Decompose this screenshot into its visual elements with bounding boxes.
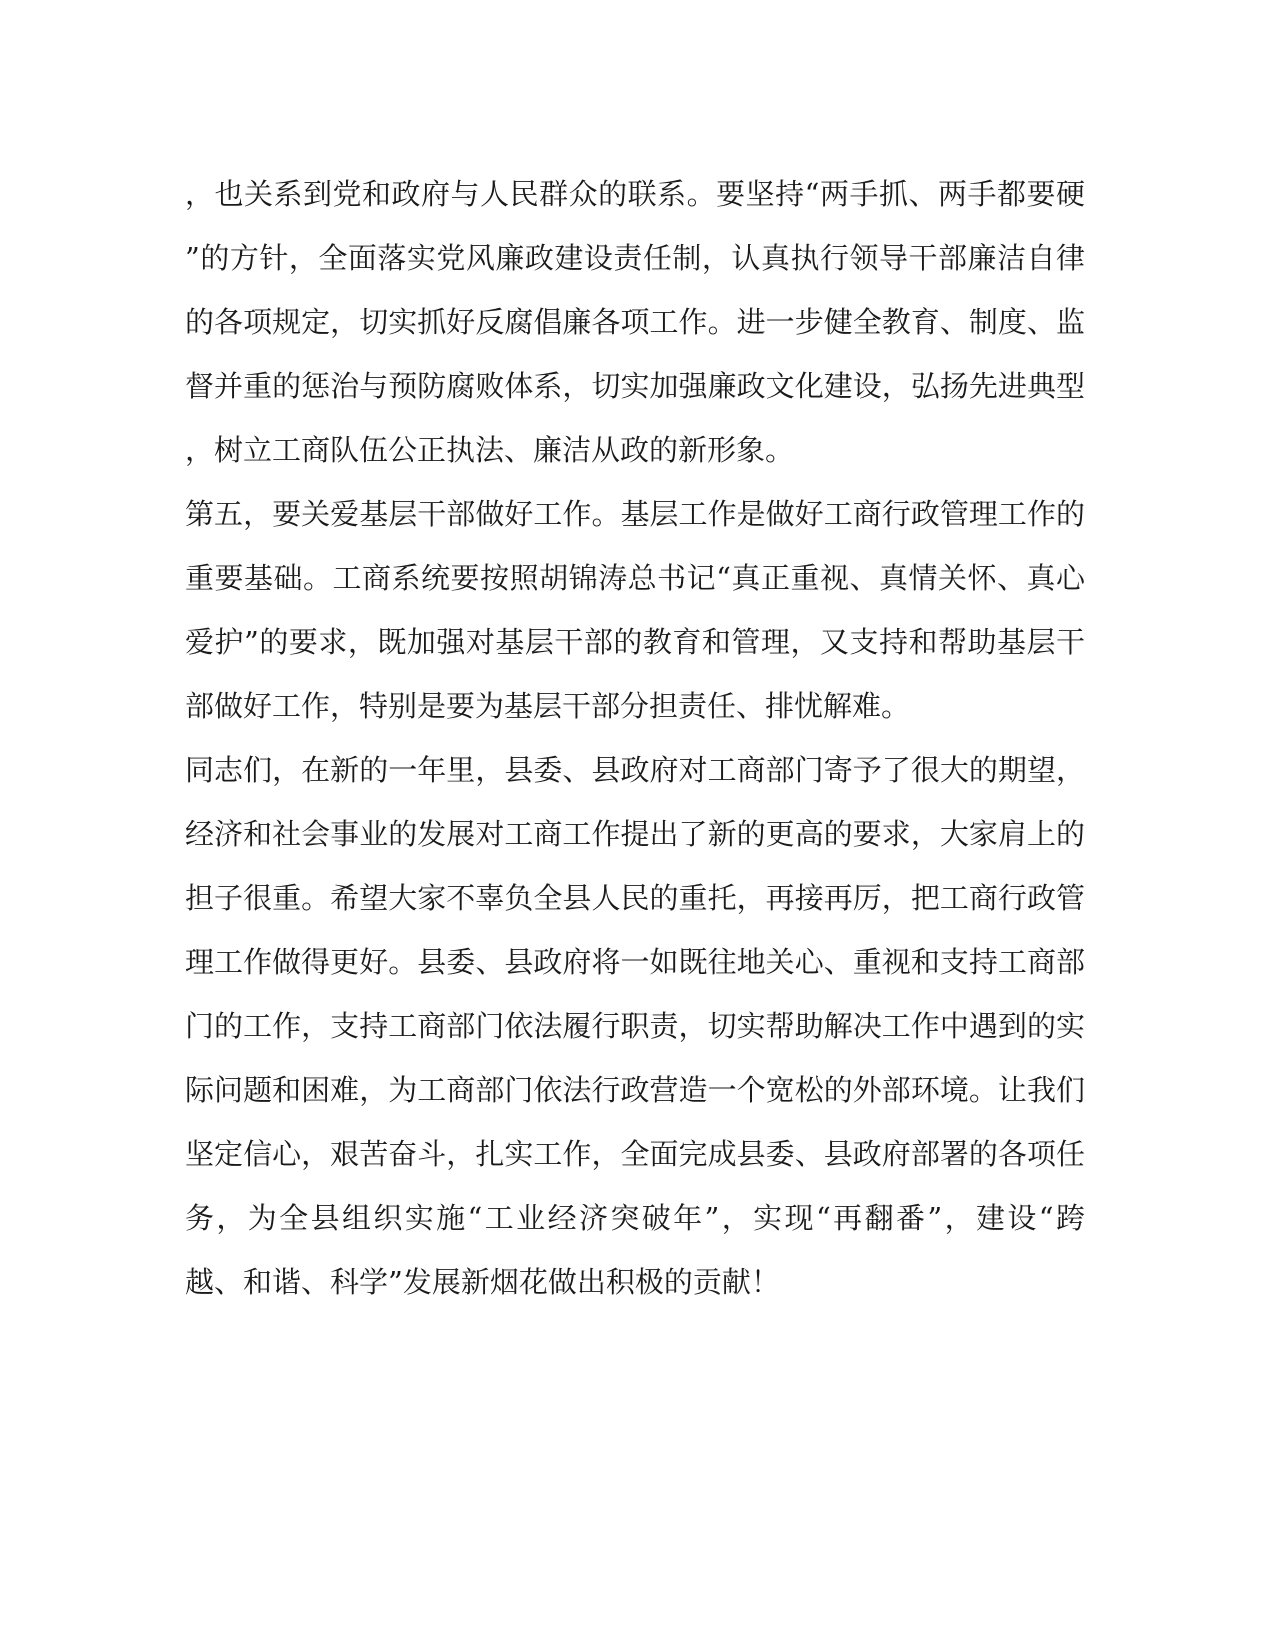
text-line-15: 际问题和困难，为工商部门依法行政营造一个宽松的外部环境。让我们	[185, 1073, 1085, 1107]
text-line-4: 督并重的惩治与预防腐败体系，切实加强廉政文化建设，弘扬先进典型	[185, 369, 1085, 403]
text-line-5: ，树立工商队伍公正执法、廉洁从政的新形象。	[185, 433, 795, 467]
document-body	[185, 162, 1085, 1314]
text-line-13: 理工作做得更好。县委、县政府将一如既往地关心、重视和支持工商部	[185, 945, 1085, 979]
text-line-8: 爱护”的要求，既加强对基层干部的教育和管理，又支持和帮助基层干	[185, 625, 1085, 659]
text-line-14: 门的工作，支持工商部门依法履行职责，切实帮助解决工作中遇到的实	[185, 1009, 1085, 1043]
text-line-11: 经济和社会事业的发展对工商工作提出了新的更高的要求，大家肩上的	[185, 817, 1085, 851]
text-line-1: ，也关系到党和政府与人民群众的联系。要坚持“两手抓、两手都要硬	[185, 177, 1085, 211]
text-line-17: 务，为全县组织实施“工业经济突破年”，实现“再翻番”，建设“跨	[185, 1201, 1085, 1235]
text-line-16: 坚定信心，艰苦奋斗，扎实工作，全面完成县委、县政府部署的各项任	[185, 1137, 1085, 1171]
text-line-7: 重要基础。工商系统要按照胡锦涛总书记“真正重视、真情关怀、真心	[185, 561, 1085, 595]
text-line-3: 的各项规定，切实抓好反腐倡廉各项工作。进一步健全教育、制度、监	[185, 305, 1085, 339]
text-line-2: ”的方针，全面落实党风廉政建设责任制，认真执行领导干部廉洁自律	[185, 241, 1085, 275]
text-line-6: 第五，要关爱基层干部做好工作。基层工作是做好工商行政管理工作的	[185, 497, 1085, 531]
text-line-9: 部做好工作，特别是要为基层干部分担责任、排忧解难。	[185, 689, 911, 723]
text-line-12: 担子很重。希望大家不辜负全县人民的重托，再接再厉，把工商行政管	[185, 881, 1085, 915]
text-line-18: 越、和谐、科学”发展新烟花做出积极的贡献！	[185, 1265, 780, 1299]
text-line-10: 同志们，在新的一年里，县委、县政府对工商部门寄予了很大的期望，	[185, 753, 1085, 787]
